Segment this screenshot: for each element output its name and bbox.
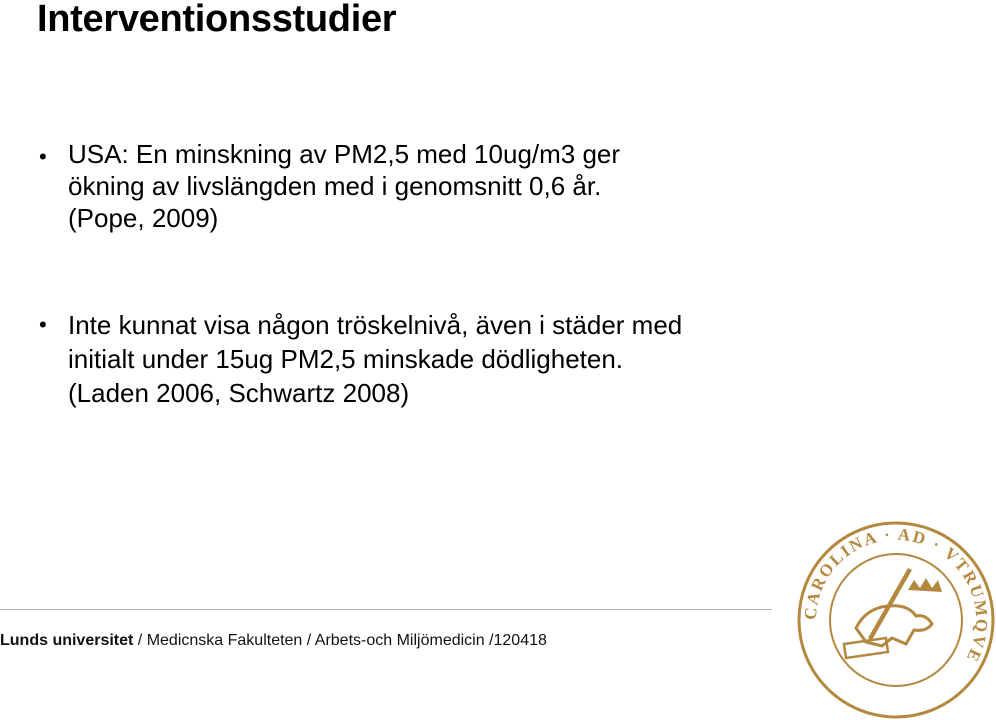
footer-divider [0,609,772,610]
slide-title: Interventionsstudier [37,0,397,40]
seal-crown-icon [908,578,942,592]
footer [0,631,547,651]
bullet-line: (Pope, 2009) [68,203,219,233]
seal-sword-icon [868,568,912,640]
seal-text-path: CAROLINA · AD · VTRUMQVE [800,524,992,667]
bullet-dot-icon: • [39,312,47,337]
bullet-dot-icon: • [39,144,47,169]
bullet-text [68,308,682,410]
seal-book-icon [844,638,888,658]
bullet-line: ökning av livslängden med i genomsnitt 0,6 år. [68,171,602,201]
footer-path: / Medicnska Fakulteten / Arbets-och Miljömedicin /120418 [133,632,547,649]
bullet-line: (Laden 2006, Schwartz 2008) [68,378,410,408]
university-seal-icon [796,520,996,720]
bullet-line: initialt under 15ug PM2,5 minskade dödligheten. [68,344,624,374]
footer-university: Lunds universitet [0,632,134,649]
seal-graphic [799,523,993,717]
bullet-line: USA: En minskning av PM2,5 med 10ug/m3 ger [68,139,621,169]
seal-inner-ring [830,554,962,686]
bullet-line: Inte kunnat visa någon tröskelnivå, även i städer med [68,310,683,340]
seal-outer-ring [799,523,993,717]
bullet-text [68,138,620,234]
